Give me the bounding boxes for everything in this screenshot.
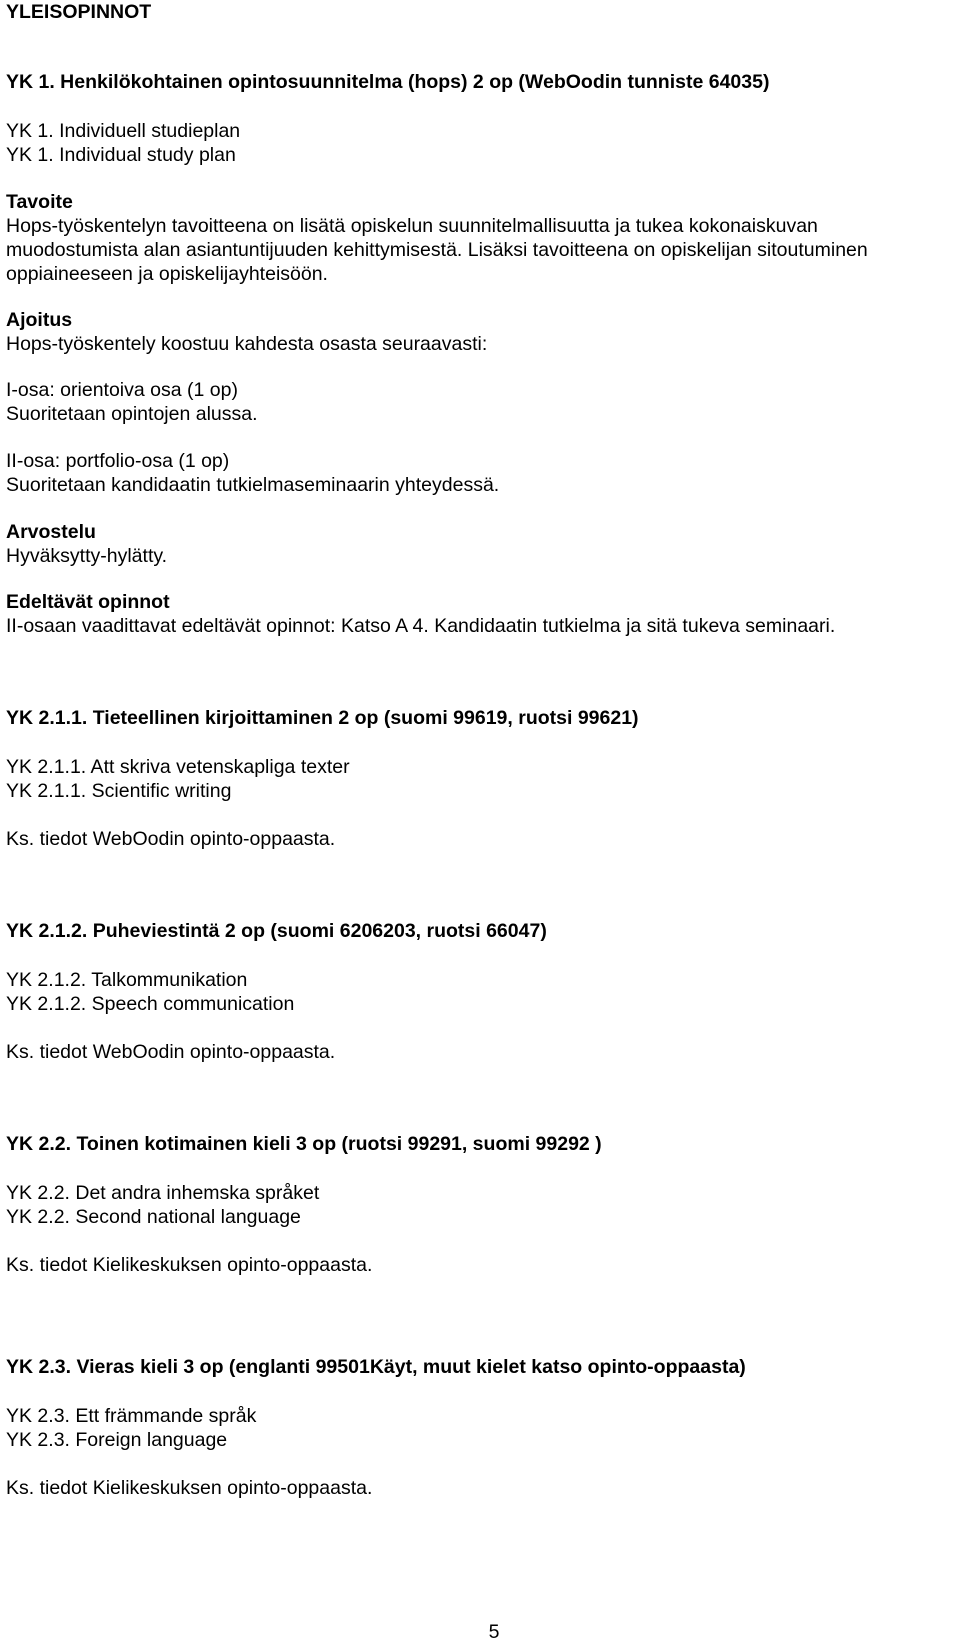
course-note: Ks. tiedot WebOodin opinto-oppaasta. xyxy=(6,1041,336,1063)
course-swedish-title: YK 2.1.2. Talkommunikation xyxy=(6,969,248,991)
course-heading: YK 2.1.2. Puheviestintä 2 op (suomi 6206203, ruotsi 66047) xyxy=(6,920,547,942)
grading-heading: Arvostelu xyxy=(6,521,96,543)
course-english-title: YK 2.3. Foreign language xyxy=(6,1429,228,1451)
course-heading: YK 2.1.1. Tieteellinen kirjoittaminen 2 op (suomi 99619, ruotsi 99621) xyxy=(6,707,639,729)
course-english-title: YK 2.1.1. Scientific writing xyxy=(6,780,232,802)
part2-description: Suoritetaan kandidaatin tutkielmaseminaarin yhteydessä. xyxy=(6,474,500,496)
goal-line: oppiaineeseen ja opiskelijayhteisöön. xyxy=(6,263,328,285)
prerequisites-text: II-osaan vaadittavat edeltävät opinnot: Katso A 4. Kandidaatin tutkielma ja sitä tukeva seminaari. xyxy=(6,615,836,637)
page-number: 5 xyxy=(488,1621,500,1643)
part1-description: Suoritetaan opintojen alussa. xyxy=(6,403,258,425)
prerequisites-heading: Edeltävät opinnot xyxy=(6,591,170,613)
yk1-swedish-title: YK 1. Individuell studieplan xyxy=(6,120,241,142)
course-swedish-title: YK 2.2. Det andra inhemska språket xyxy=(6,1182,320,1204)
course-swedish-title: YK 2.3. Ett främmande språk xyxy=(6,1405,257,1427)
course-note: Ks. tiedot Kielikeskuksen opinto-oppaasta. xyxy=(6,1254,373,1276)
document-title: YLEISOPINNOT xyxy=(6,1,152,23)
yk1-heading: YK 1. Henkilökohtainen opintosuunnitelma (hops) 2 op (WebOodin tunniste 64035) xyxy=(6,71,770,93)
course-heading: YK 2.2. Toinen kotimainen kieli 3 op (ruotsi 99291, suomi 99292 ) xyxy=(6,1133,602,1155)
timing-heading: Ajoitus xyxy=(6,309,73,331)
part2-title: II-osa: portfolio-osa (1 op) xyxy=(6,450,230,472)
goal-line: muodostumista alan asiantuntijuuden kehittymisestä. Lisäksi tavoitteena on opiskelijan sitoutuminen xyxy=(6,239,868,261)
course-english-title: YK 2.2. Second national language xyxy=(6,1206,301,1228)
course-note: Ks. tiedot WebOodin opinto-oppaasta. xyxy=(6,828,336,850)
course-swedish-title: YK 2.1.1. Att skriva vetenskapliga texter xyxy=(6,756,350,778)
goal-heading: Tavoite xyxy=(6,191,73,213)
part1-title: I-osa: orientoiva osa (1 op) xyxy=(6,379,238,401)
course-note: Ks. tiedot Kielikeskuksen opinto-oppaasta. xyxy=(6,1477,373,1499)
grading-text: Hyväksytty-hylätty. xyxy=(6,545,168,567)
yk1-english-title: YK 1. Individual study plan xyxy=(6,144,236,166)
course-english-title: YK 2.1.2. Speech communication xyxy=(6,993,295,1015)
timing-intro: Hops-työskentely koostuu kahdesta osasta seuraavasti: xyxy=(6,333,488,355)
goal-line: Hops-työskentelyn tavoitteena on lisätä opiskelun suunnitelmallisuutta ja tukea kokonaiskuvan xyxy=(6,215,818,237)
course-heading: YK 2.3. Vieras kieli 3 op (englanti 99501Käyt, muut kielet katso opinto-oppaasta) xyxy=(6,1356,746,1378)
